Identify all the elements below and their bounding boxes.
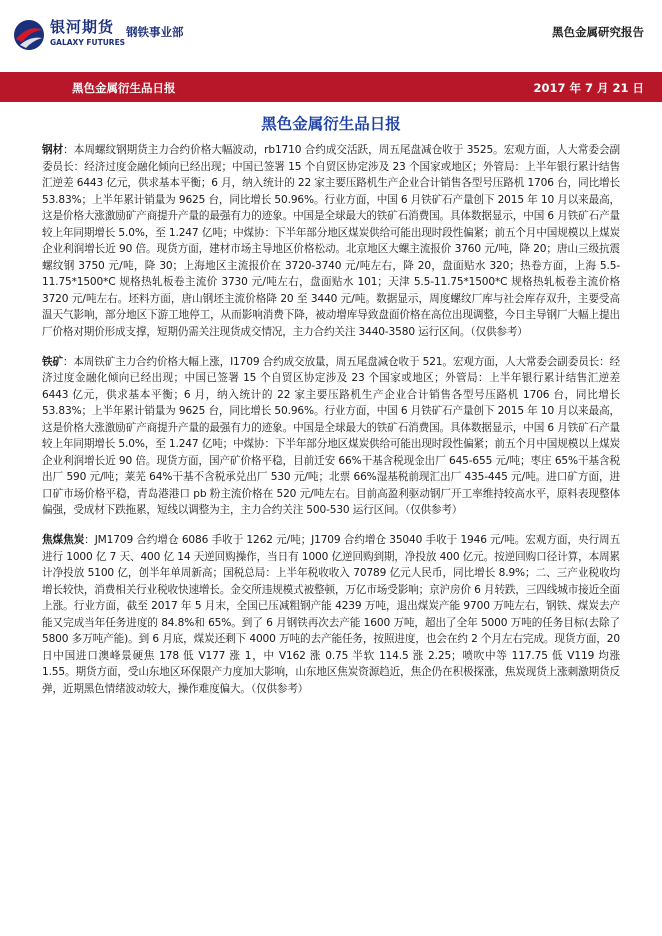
department-label: 钢铁事业部: [126, 25, 184, 39]
report-date: 2017 年 7 月 21 日: [533, 81, 644, 95]
section-iron-ore-text: ：本周铁矿主力合约价格大幅上涨，I1709 合约成交放量，周五尾盘减仓收于 521。宏观方面，人大常委会副委员长：经济过度金融化倾向已经出现；中国已签署 15 个自贸区协定涉及 23 个国家或地区；外管局：上半年银行累计结售汇逆差 6443 亿元，供求基本平衡；6 月，纳入统计的 22 家主要压路机生产企业合计销售各型号压路机 1706 台，同比增长 53.83%；上半年累计销量为 9625 台，同比增长 50.96%。行业方面，中国 6 月铁矿石产量创下 2015 年 10 月以来最高，这是价格大涨激励矿产商提升产量的最强有力的迹象。中国是全球最大的铁矿石消费国。具体数据显示，中国 6 月铁矿石产量较上年同期增长 5.0%，至 1.247 亿吨；中煤协：下半年部分地区煤炭供给可能出现时段性偏紧；前五个月中国规模以上煤炭企业利润增长近 90 倍。现货方面，国产矿价格平稳，目前迁安 66%干基含税现金出厂 645-655 元/吨；枣庄 65%干基含税出厂 590 元/吨；莱芜 64%干基不含税承兑出厂 530 元/吨；北票 66%湿基税前现汇出厂 435-445 元/吨。进口矿方面，进口矿市场价格平稳，青岛港港口 pb 粉主流价格在 520 元/吨左右。目前高盈利驱动钢厂开工率维持较高水平，原料表现整体偏强，受成材下跌拖累，短线以调整为主，主力合约关注 500-530 运行区间。（仅供参考）: [42, 355, 620, 517]
galaxy-logo-icon: [12, 18, 46, 52]
section-coking-coal: [42, 532, 620, 697]
report-type-label: 黑色金属研究报告: [552, 25, 644, 39]
report-header: [0, 0, 662, 66]
band-title: 黑色金属衍生品日报: [72, 81, 176, 95]
section-steel-text: ：本周螺纹钢期货主力合约价格大幅波动，rb1710 合约成交活跃，周五尾盘减仓收于 3525。宏观方面，人大常委会副委员长：经济过度金融化倾向已经出现；中国已签署 15 个自贸区协定涉及 23 个国家或地区；外管局：上半年银行累计结售汇逆差 6443 亿元，供求基本平衡；6 月，纳入统计的 22 家主要压路机生产企业合计销售各型号压路机 1706 台，同比增长 53.83%；上半年累计销量为 9625 台，同比增长 50.96%。行业方面，中国 6 月铁矿石产量创下 2015 年 10 月以来最高，这是价格大涨激励矿产商提升产量的最强有力的迹象。中国是全球最大的铁矿石消费国。具体数据显示，中国 6 月铁矿石产量较上年同期增长 5.0%，至 1.247 亿吨；中煤协：下半年部分地区煤炭供给可能出现时段性偏紧；前五个月中国规模以上煤炭企业利润增长近 90 倍。现货方面，建材市场主导地区价格松动。北京地区大螺主流报价 3760 元/吨，降 20；唐山三级抗震螺纹钢 3750 元/吨，降 30；上海地区主流报价在 3720-3740 元/吨左右，降 20，盘面贴水 320；热卷方面，上海 5.5-11.75*1500*C 规格热轧板卷主流价 3730 元/吨左右，盘面贴水 101；天津 5.5-11.75*1500*C 规格热轧板卷主流价格 3720 元/吨左右。坯料方面，唐山钢坯主流价格降 20 至 3440 元/吨。数据显示，周度螺纹厂库与社会库存双升，主要受高温天气影响，部分地区下游工地停工，从而影响消费下降，被动增库导致盘面价格在高位出现调整，今日主导钢厂大幅上提出厂价格对期价形成支撑，短期仍需关注现货成交情况，主力合约关注 3440-3580 运行区间。（仅供参考）: [42, 144, 620, 339]
section-coking-coal-lead: 焦煤焦炭: [42, 534, 85, 547]
section-iron-ore: [42, 354, 620, 519]
section-iron-ore-lead: 铁矿: [42, 355, 63, 368]
document-title: 黑色金属衍生品日报: [261, 115, 401, 133]
title-band: [0, 72, 662, 102]
section-coking-coal-text: ：JM1709 合约增仓 6086 手收于 1262 元/吨；J1709 合约增仓 35040 手收于 1946 元/吨。宏观方面，央行周五进行 1000 亿 7 天、400 亿 14 天逆回购操作，当日有 1000 亿逆回购到期，净投放 400 亿元。按逆回购口径计算，本周累计净投放 5100 亿，创半年单周新高；国税总局：上半年税收收入 70789 亿元人民币，同比增长 8.9%；二、三产业税收均增长较快，消费相关行业税收快速增长。金交所违规模式被整顿，万亿市场受影响；京沪房价 6 月转跌，三四线城市接近全面上涨。行业方面，截至 2017 年 5 月末，全国已压减粗钢产能 4239 万吨，退出煤炭产能 9700 万吨左右，钢铁、煤炭去产能又完成当年任务进度的 84.8%和 65%。到了 6 月钢铁再次去产能 1600 万吨，超出了全年 5000 万吨的任务目标(去除了 5800 多万吨产能)。到 6 月底，煤炭还剩下 4000 万吨的去产能任务，按照进度，也会在约 2 个月左右完成。现货方面，20 日中国进口澳峰景硬焦 178 低 V177 涨 1，中 V162 涨 0.75 半软 114.5 涨 2.25；喷吹中等 117.75 低 V119 均涨 1.55。期货方面，受山东地区环保限产力度加大影响，山东地区焦炭资源趋近，焦企仍在积极探涨，焦炭现货上涨刺激期货反弹，近期黑色情绪波动较大，操作难度偏大。（仅供参考）: [42, 534, 621, 695]
galaxy-futures-logo: [12, 16, 126, 56]
report-body: [42, 142, 620, 711]
section-steel-lead: 钢材: [42, 144, 64, 156]
logo-english-name: GALAXY FUTURES: [50, 38, 126, 47]
logo-chinese-name: 银河期货: [50, 18, 115, 36]
section-steel: [42, 142, 620, 341]
